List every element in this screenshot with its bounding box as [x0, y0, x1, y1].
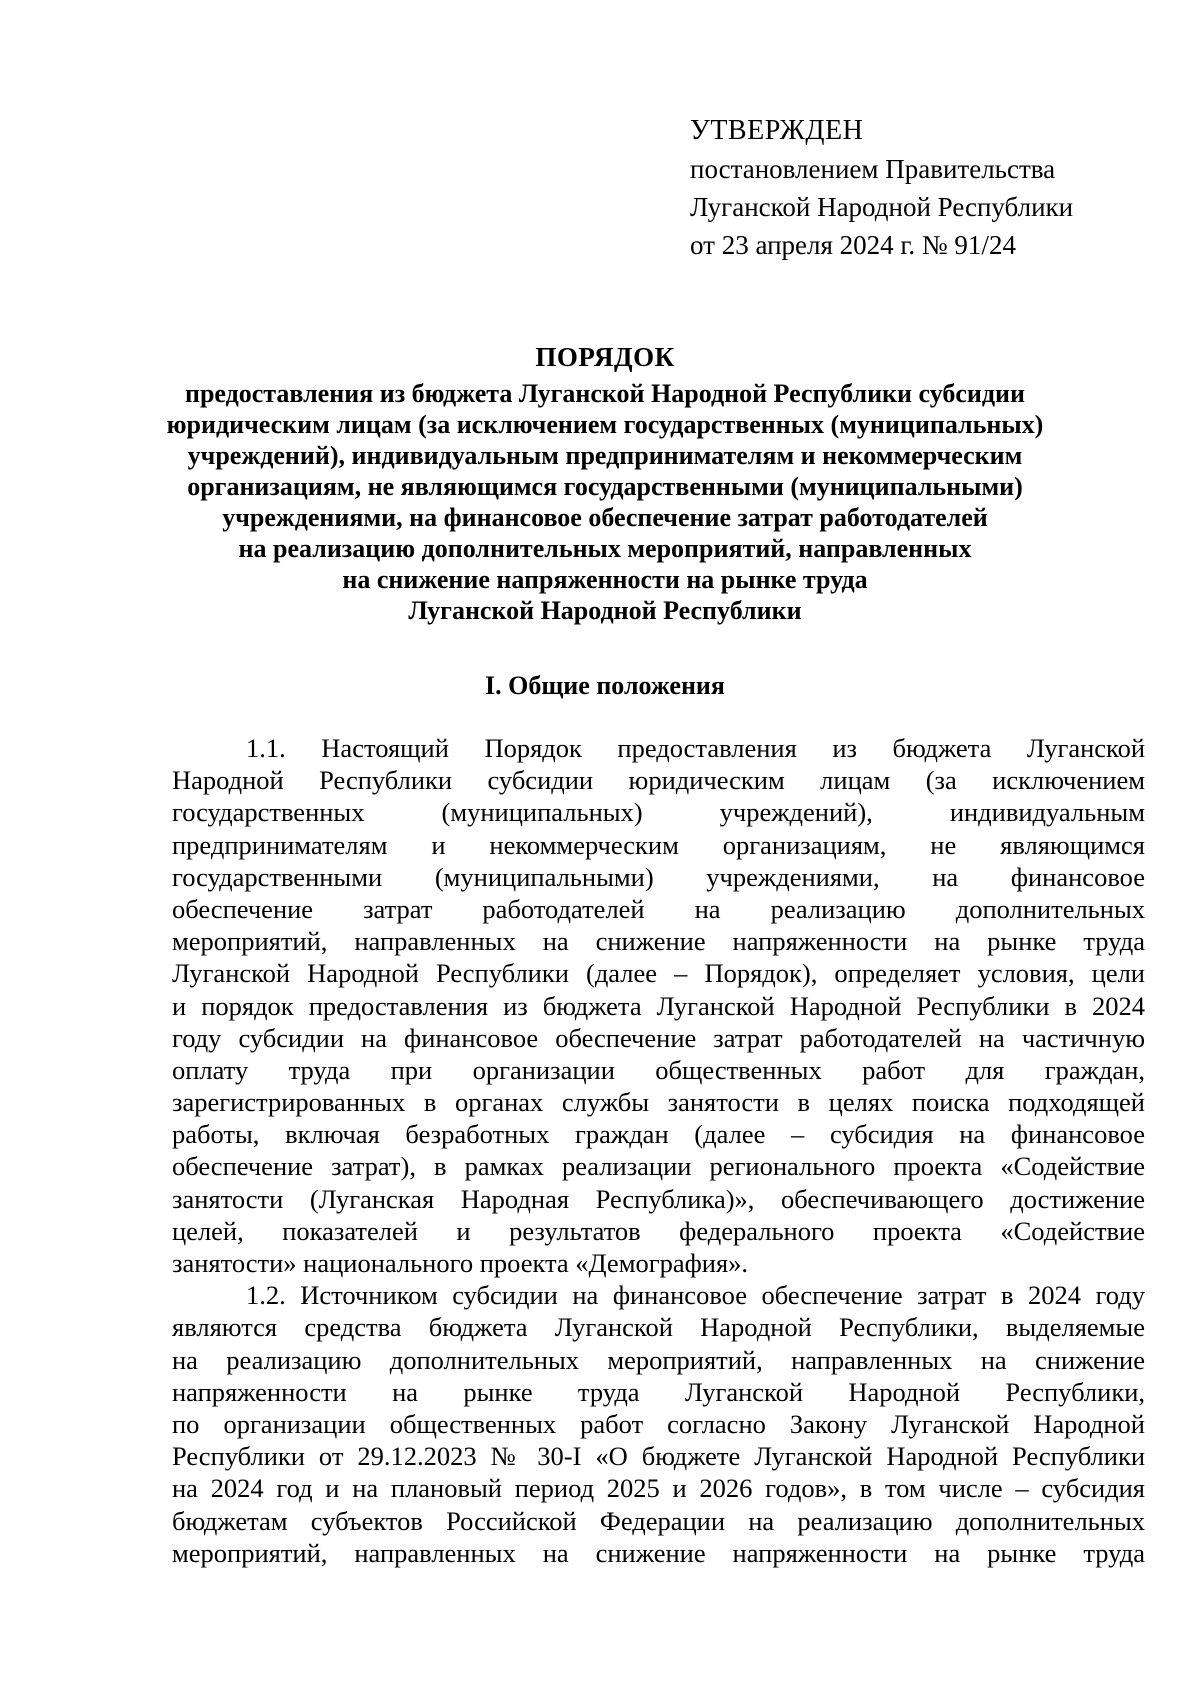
approval-date-line: от 23 апреля 2024 г. № 91/24 [690, 230, 1016, 260]
approval-line: Луганской Народной Республики [690, 192, 1074, 222]
paragraph-line: предпринимателям и некоммерческим организациям, не являющимся [172, 829, 1145, 860]
paragraph-line: государственными (муниципальными) учреждениями, на финансовое [172, 861, 1145, 892]
paragraph-line: году субсидии на финансовое обеспечение затрат работодателей на частичную [172, 1022, 1145, 1053]
paragraph-1-2 [172, 1279, 1145, 1569]
paragraph-line: 1.2. Источником субсидии на финансовое обеспечение затрат в 2024 году [246, 1280, 1145, 1311]
title-line: организациям, не являющимся государственными (муниципальными) [187, 472, 1023, 501]
paragraph-line: на 2024 год и на плановый период 2025 и 2026 годов», в том числе – субсидия [172, 1473, 1145, 1504]
document-title-block [140, 342, 1070, 626]
paragraph-line: зарегистрированных в органах службы занятости в целях поиска подходящей [172, 1087, 1145, 1118]
title-line: Луганской Народной Республики [408, 596, 802, 625]
paragraph-line: на реализацию дополнительных мероприятий, направленных на снижение [172, 1344, 1145, 1375]
paragraph-line: напряженности на рынке труда Луганской Народной Республики, [172, 1376, 1145, 1407]
document-title: ПОРЯДОК [535, 342, 675, 372]
paragraph-line: Народной Республики субсидии юридическим лицам (за исключением [172, 765, 1145, 796]
title-line: на снижение напряженности на рынке труда [342, 565, 868, 594]
paragraph-line: Луганской Народной Республики (далее – Порядок), определяет условия, цели [172, 958, 1145, 989]
paragraph-line: Республики от 29.12.2023 № 30-I «О бюджете Луганской Народной Республики [172, 1441, 1145, 1472]
paragraph-line: оплату труда при организации общественных работ для граждан, [172, 1054, 1145, 1085]
paragraph-line: занятости (Луганская Народная Республика)», обеспечивающего достижение [172, 1183, 1145, 1214]
title-line: на реализацию дополнительных мероприятий, направленных [238, 534, 972, 563]
paragraph-line: работы, включая безработных граждан (далее – субсидия на финансовое [172, 1119, 1145, 1150]
approval-title: УТВЕРЖДЕН [690, 115, 864, 146]
paragraph-line: мероприятий, направленных на снижение напряженности на рынке труда [172, 1537, 1145, 1568]
title-line: учреждений), индивидуальным предпринимателям и некоммерческим [187, 441, 1023, 470]
approval-line: постановлением Правительства [690, 154, 1056, 184]
paragraph-line: по организации общественных работ согласно Закону Луганской Народной [172, 1408, 1145, 1439]
title-line: предоставления из бюджета Луганской Народной Республики субсидии [184, 379, 1026, 408]
title-line: учреждениями, на финансовое обеспечение затрат работодателей [222, 503, 988, 532]
title-line: юридическим лицам (за исключением государственных (муниципальных) [166, 410, 1044, 439]
paragraph-line: и порядок предоставления из бюджета Луганской Народной Республики в 2024 [172, 990, 1145, 1021]
paragraph-line: занятости» национального проекта «Демография». [172, 1248, 749, 1278]
paragraph-line: 1.1. Настоящий Порядок предоставления из бюджета Луганской [246, 733, 1145, 763]
paragraph-line: государственных (муниципальных) учреждений), индивидуальным [172, 797, 1145, 828]
paragraph-line: бюджетам субъектов Российской Федерации на реализацию дополнительных [172, 1505, 1145, 1536]
approval-stamp-block [690, 112, 1150, 264]
paragraph-1-1 [172, 732, 1145, 1279]
paragraph-line: являются средства бюджета Луганской Народной Республики, выделяемые [172, 1312, 1145, 1343]
paragraph-line: мероприятий, направленных на снижение напряженности на рынке труда [172, 926, 1145, 957]
section-heading: I. Общие положения [485, 671, 725, 700]
paragraph-line: обеспечение затрат работодателей на реализацию дополнительных [172, 893, 1145, 924]
document-body [172, 732, 1145, 1569]
paragraph-line: целей, показателей и результатов федерального проекта «Содействие [172, 1215, 1145, 1246]
paragraph-line: обеспечение затрат), в рамках реализации регионального проекта «Содействие [172, 1151, 1145, 1182]
